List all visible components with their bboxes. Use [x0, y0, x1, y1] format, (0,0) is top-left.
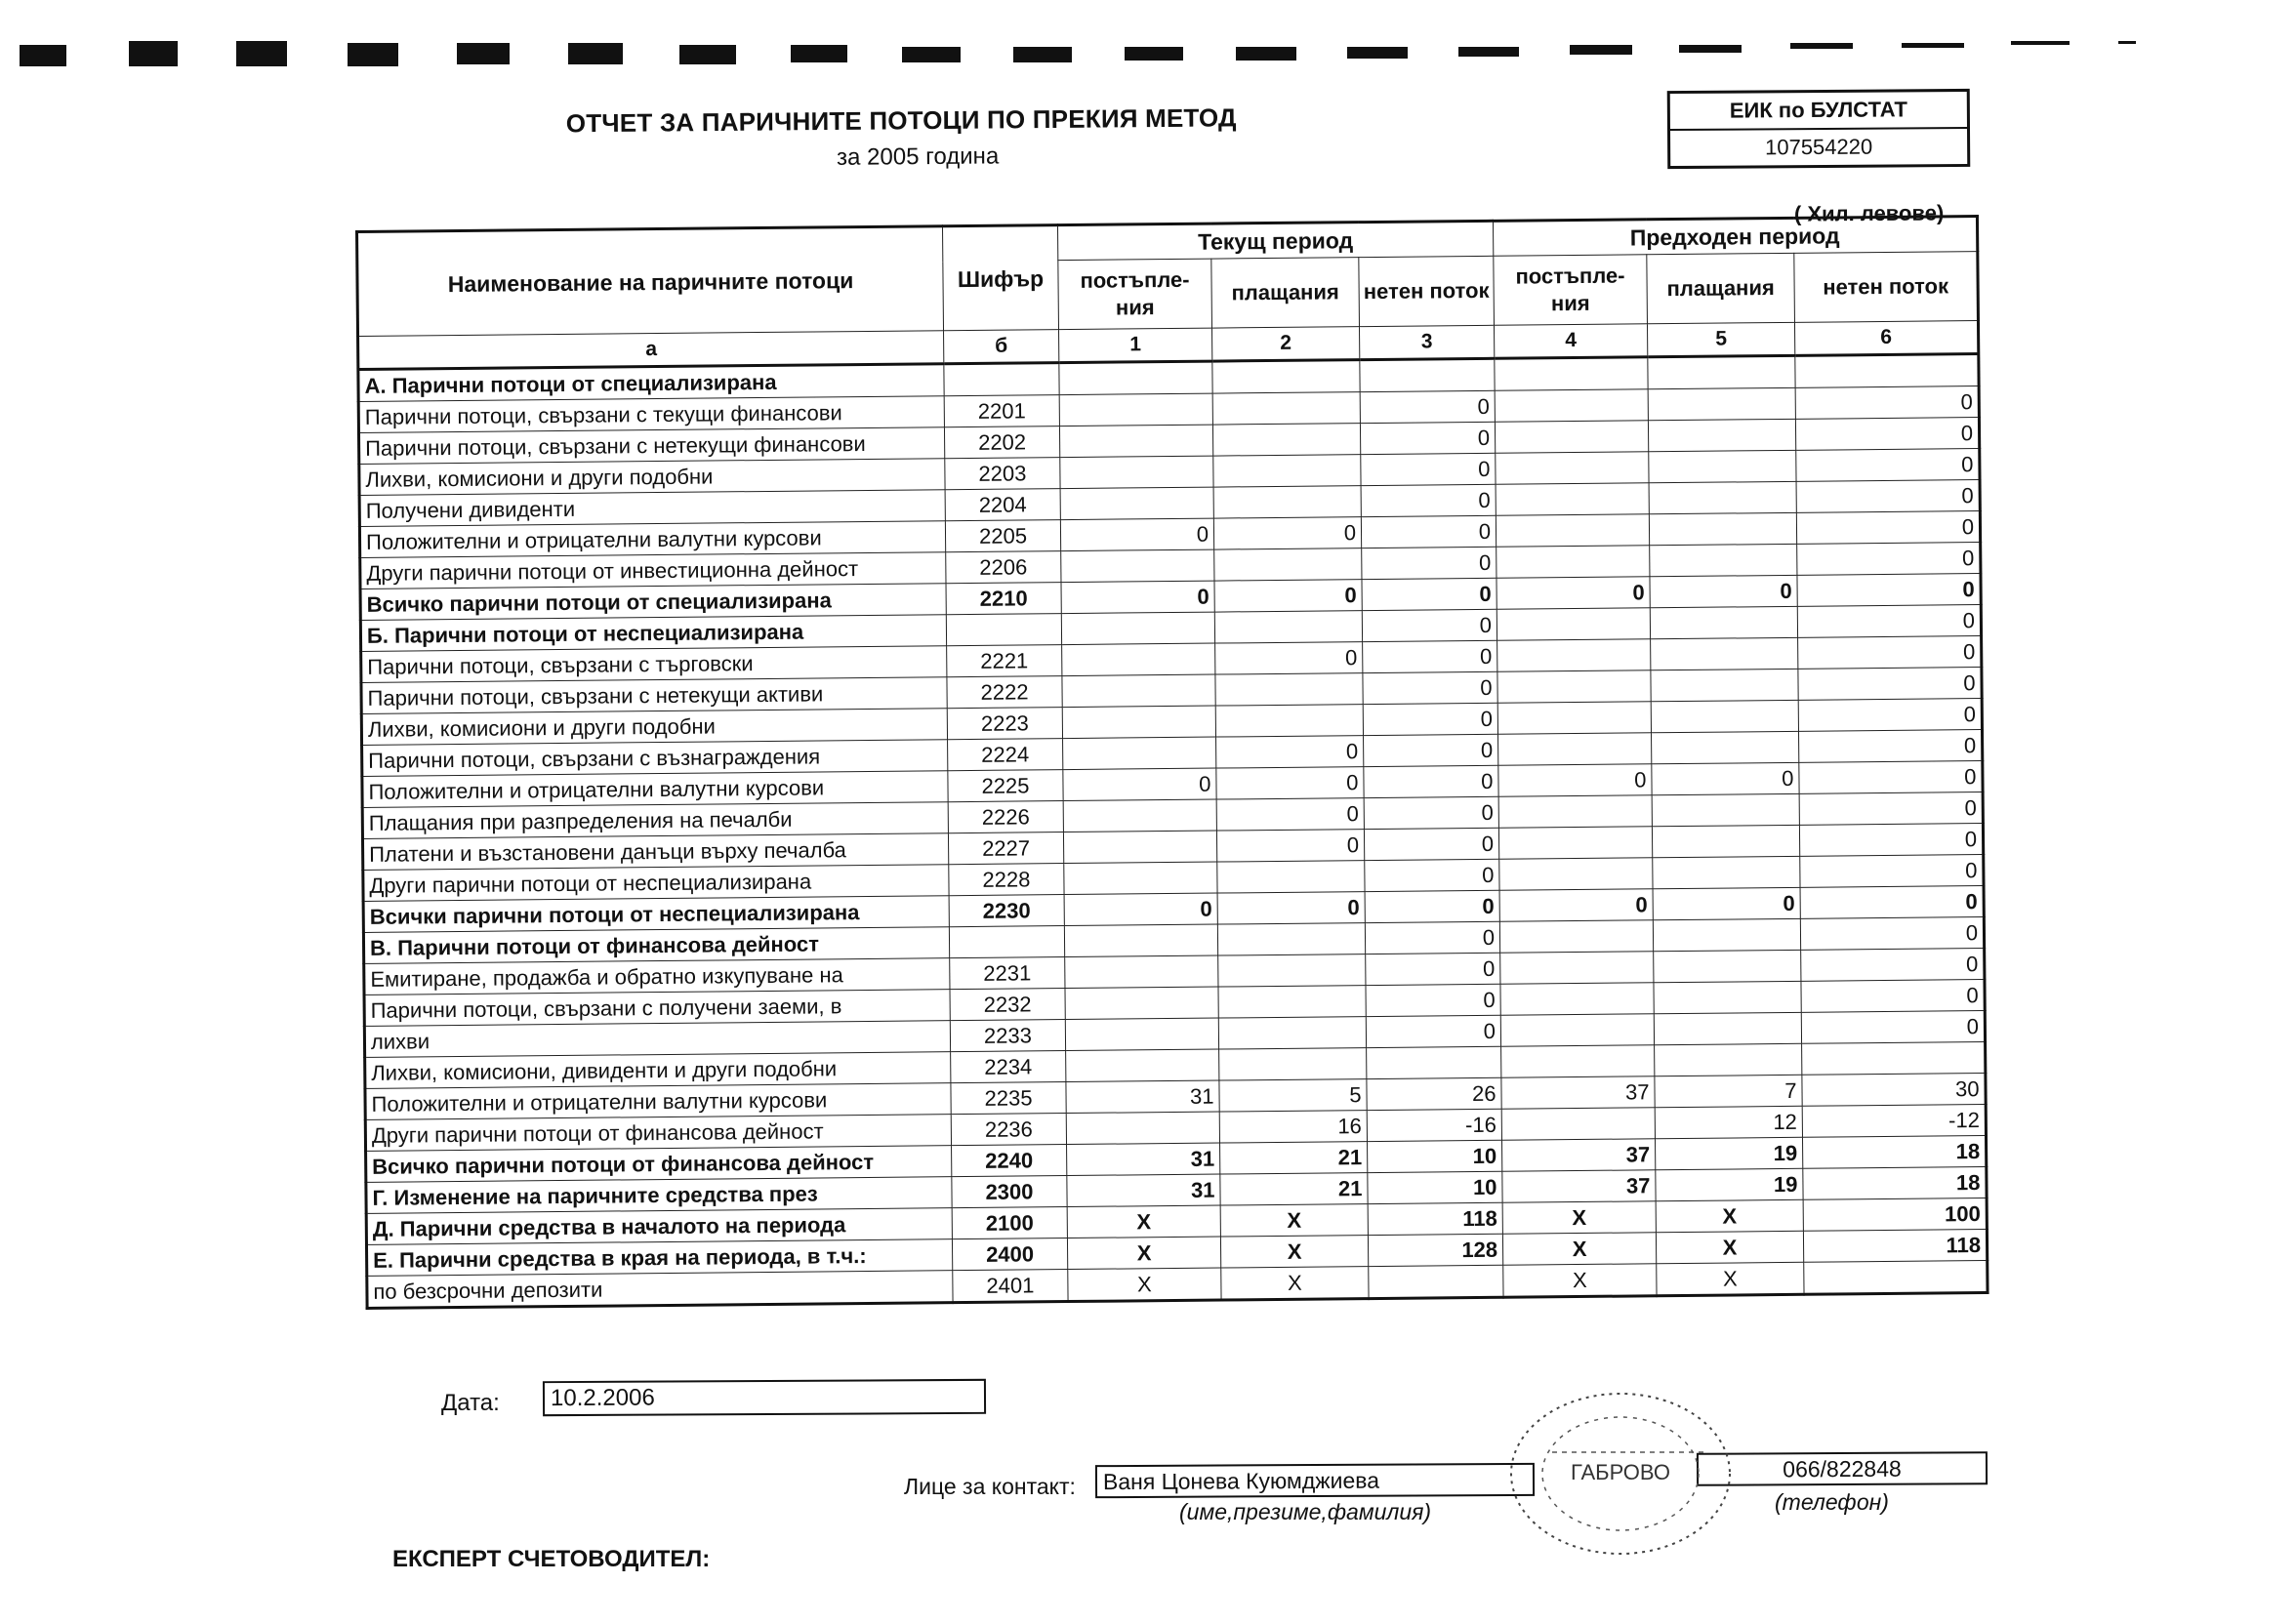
row-name: Всичко парични потоци от финансова дейност — [366, 1146, 952, 1183]
cell-previous-net: 0 — [1795, 386, 1979, 420]
cell-current-receipts — [1060, 456, 1213, 489]
expert-accountant-label: ЕКСПЕРТ СЧЕТОВОДИТЕЛ: — [392, 1546, 711, 1572]
row-name: Лихви, комисиони, дивиденти и други подобни — [365, 1052, 951, 1089]
cell-previous-receipts — [1496, 608, 1650, 641]
cell-previous-net: 0 — [1796, 480, 1980, 513]
row-name: А. Парични потоци от специализирана — [358, 364, 944, 402]
cell-previous-receipts: 37 — [1501, 1076, 1655, 1110]
cell-previous-net: 0 — [1800, 855, 1984, 888]
cell-current-payments — [1212, 392, 1360, 425]
cell-current-payments: 0 — [1216, 830, 1364, 862]
row-name: Всичко парични потоци от специализирана — [360, 584, 946, 621]
col-header-previous-receipts: постъпле-ния — [1494, 255, 1648, 326]
row-code: 2205 — [945, 520, 1060, 552]
cell-previous-payments: X — [1656, 1199, 1803, 1232]
col-index: 4 — [1495, 324, 1648, 359]
row-name: Положителни и отрицателни валутни курсови — [362, 771, 948, 808]
col-header-previous-payments: плащания — [1647, 253, 1795, 323]
cell-current-receipts — [1059, 361, 1212, 395]
row-name: Плащания при разпределения на печалби — [362, 802, 948, 839]
cell-current-payments — [1217, 923, 1365, 955]
cell-current-receipts — [1065, 1018, 1218, 1051]
cell-previous-receipts: 0 — [1496, 577, 1650, 610]
cell-current-receipts — [1059, 425, 1212, 458]
cell-current-receipts: 0 — [1064, 893, 1217, 926]
cell-previous-receipts — [1500, 1014, 1654, 1047]
cell-current-payments — [1218, 1017, 1366, 1049]
row-name: лихви — [364, 1021, 950, 1058]
col-header-current-net: нетен поток — [1359, 256, 1495, 326]
cell-current-net — [1360, 358, 1495, 391]
cell-current-payments — [1213, 455, 1361, 487]
cell-previous-net: 0 — [1800, 917, 1984, 951]
cell-current-net: 0 — [1361, 484, 1496, 516]
cell-previous-net: 0 — [1797, 543, 1981, 576]
cell-current-receipts: 0 — [1060, 518, 1213, 551]
cell-current-net: 0 — [1365, 921, 1499, 954]
cell-current-payments: 21 — [1220, 1142, 1368, 1174]
cell-previous-receipts — [1495, 421, 1648, 454]
cell-current-net: 0 — [1364, 796, 1498, 829]
cell-current-net: 0 — [1364, 765, 1498, 797]
cell-current-receipts — [1064, 924, 1217, 957]
cell-previous-net: 0 — [1799, 761, 1983, 794]
cell-previous-net: 0 — [1799, 730, 1983, 763]
row-name: по безсрочни депозити — [367, 1271, 953, 1309]
cell-current-payments: 16 — [1219, 1111, 1367, 1143]
row-code: 2222 — [947, 676, 1062, 709]
row-code: 2232 — [950, 989, 1065, 1021]
cell-previous-net — [1802, 1042, 1986, 1076]
cell-previous-payments: 19 — [1656, 1168, 1803, 1200]
row-code: 2401 — [953, 1270, 1068, 1303]
cell-current-net: 128 — [1368, 1234, 1502, 1266]
cell-previous-receipts — [1496, 483, 1649, 516]
row-code: 2300 — [952, 1176, 1067, 1208]
cell-previous-receipts: 0 — [1498, 764, 1652, 797]
cell-current-payments — [1213, 486, 1361, 518]
cell-previous-receipts — [1501, 1108, 1655, 1141]
cell-previous-net: 0 — [1798, 636, 1982, 670]
cell-current-payments: 0 — [1216, 767, 1364, 799]
row-name: Лихви, комисиони и други подобни — [359, 459, 945, 496]
report-header — [566, 102, 1309, 175]
phone-hint: (телефон) — [1775, 1489, 1889, 1515]
cell-current-net: 0 — [1364, 828, 1498, 860]
cell-previous-net: 0 — [1796, 511, 1980, 545]
unit-note: ( Хил. левове) — [1793, 200, 1945, 226]
cell-current-receipts — [1064, 862, 1217, 895]
row-code: 2225 — [948, 770, 1063, 802]
cell-previous-payments — [1648, 355, 1795, 388]
row-name: Г. Изменение на паричните средства през — [366, 1177, 952, 1214]
cell-previous-payments: 7 — [1655, 1075, 1802, 1107]
cell-previous-net: 18 — [1803, 1136, 1987, 1169]
cell-previous-receipts — [1498, 733, 1652, 766]
cell-current-payments — [1214, 611, 1362, 643]
eik-value: 107554220 — [1764, 134, 1873, 160]
cash-flow-table — [355, 215, 1989, 1310]
col-index: 2 — [1212, 327, 1360, 361]
row-code: 2202 — [944, 426, 1059, 459]
cell-current-net: 0 — [1363, 640, 1497, 672]
cell-current-receipts — [1063, 831, 1216, 864]
cell-current-receipts — [1066, 1049, 1219, 1082]
cell-previous-receipts — [1495, 389, 1648, 423]
row-code: 2203 — [945, 458, 1060, 490]
row-name: Парични потоци, свързани с нетекущи финансови — [358, 427, 944, 465]
phone-field: 066/822848 — [1697, 1451, 1988, 1486]
cell-previous-receipts: X — [1502, 1233, 1656, 1266]
row-name: Други парични потоци от неспециализирана — [363, 865, 949, 902]
cell-previous-net: 0 — [1799, 824, 1983, 857]
cell-previous-payments — [1654, 981, 1801, 1013]
cell-previous-net — [1795, 354, 1979, 388]
cell-previous-net: 0 — [1801, 949, 1985, 982]
cell-current-receipts — [1065, 987, 1218, 1020]
scan-edge-marks — [20, 39, 2148, 78]
cash-flow-table-wrap — [355, 215, 1996, 1310]
row-code: 2240 — [952, 1145, 1067, 1177]
col-header-current-receipts: постъпле-ния — [1058, 259, 1212, 330]
cell-previous-net: 0 — [1801, 1011, 1985, 1044]
cell-current-net: 0 — [1365, 890, 1499, 922]
cell-current-net: 0 — [1362, 547, 1496, 579]
eik-label: ЕИК по БУЛСТАТ — [1670, 92, 1967, 131]
cell-previous-payments — [1651, 700, 1798, 732]
cell-previous-payments — [1653, 918, 1800, 951]
cell-current-net: 0 — [1363, 703, 1497, 735]
row-code: 2227 — [948, 832, 1063, 865]
cell-previous-receipts — [1498, 827, 1652, 860]
cell-previous-receipts — [1500, 983, 1654, 1016]
cell-current-payments: X — [1221, 1267, 1369, 1300]
cell-previous-net: 118 — [1803, 1230, 1987, 1263]
row-code: 2204 — [945, 489, 1060, 521]
cell-previous-net: 0 — [1800, 886, 1984, 919]
cell-previous-payments: 12 — [1655, 1106, 1802, 1138]
cell-previous-payments — [1648, 419, 1795, 451]
cell-previous-net: 18 — [1803, 1167, 1987, 1200]
row-code: 2236 — [951, 1114, 1066, 1146]
cell-previous-payments: X — [1657, 1262, 1804, 1295]
row-name: Д. Парични средства в началото на периода — [366, 1208, 952, 1245]
cell-current-receipts: 31 — [1066, 1080, 1219, 1114]
cell-previous-payments — [1653, 856, 1800, 888]
cell-current-payments: 0 — [1214, 580, 1362, 612]
cell-current-receipts: X — [1067, 1237, 1220, 1270]
cell-current-receipts: 31 — [1067, 1143, 1220, 1176]
cell-previous-payments — [1649, 481, 1796, 513]
cell-current-receipts — [1062, 674, 1215, 708]
row-code: 2206 — [946, 551, 1061, 584]
row-code: 2210 — [946, 583, 1061, 615]
col-index: 1 — [1059, 328, 1212, 363]
cell-current-net: 0 — [1365, 859, 1499, 891]
row-code: 2226 — [948, 801, 1063, 833]
cell-current-receipts: 0 — [1063, 768, 1216, 801]
cell-previous-receipts — [1497, 702, 1651, 735]
row-code: 2228 — [949, 864, 1064, 896]
cell-current-payments — [1215, 705, 1363, 737]
eik-box — [1667, 89, 1971, 169]
row-code: 2233 — [950, 1020, 1065, 1052]
cell-previous-receipts: 0 — [1499, 889, 1653, 922]
cell-previous-receipts: 37 — [1502, 1139, 1656, 1172]
cell-previous-payments — [1650, 606, 1797, 638]
row-code: 2235 — [951, 1082, 1066, 1115]
row-code — [944, 363, 1059, 396]
cell-current-net: 26 — [1367, 1077, 1501, 1110]
cell-previous-payments — [1655, 1043, 1802, 1076]
cell-current-net: 0 — [1361, 515, 1496, 548]
row-code: 2223 — [947, 708, 1062, 740]
row-name: Парични потоци, свързани с получени заеми, в — [364, 990, 950, 1027]
cell-current-receipts — [1059, 393, 1212, 426]
cell-current-net: 10 — [1368, 1140, 1502, 1172]
row-code: 2231 — [950, 957, 1065, 990]
cell-current-payments — [1212, 360, 1360, 393]
cell-previous-receipts — [1501, 1045, 1655, 1078]
cell-current-net: 10 — [1368, 1171, 1502, 1203]
cell-current-receipts: 0 — [1061, 581, 1214, 614]
col-header-current-payments: плащания — [1211, 258, 1360, 328]
cell-current-payments — [1218, 954, 1366, 987]
contact-name-hint: (име,презиме,фамилия) — [1179, 1499, 1432, 1524]
cell-current-net: 0 — [1366, 953, 1500, 985]
cell-previous-net: -12 — [1802, 1105, 1986, 1138]
cell-previous-payments: 0 — [1652, 762, 1799, 794]
cell-current-receipts — [1061, 612, 1214, 645]
cell-previous-payments: 0 — [1650, 575, 1797, 607]
col-index: а — [358, 331, 944, 370]
cell-previous-net: 0 — [1798, 668, 1982, 701]
col-header-previous-net: нетен поток — [1794, 252, 1979, 323]
cell-previous-receipts — [1497, 670, 1651, 704]
row-code: 2201 — [944, 395, 1059, 427]
cell-previous-receipts — [1500, 952, 1654, 985]
contact-label: Лице за контакт: — [904, 1474, 1076, 1499]
cell-previous-payments — [1652, 793, 1799, 826]
cell-current-payments: 0 — [1215, 642, 1363, 674]
cell-current-net: 0 — [1363, 671, 1497, 704]
cell-current-payments: 21 — [1220, 1173, 1368, 1205]
row-code: 2230 — [949, 895, 1064, 927]
row-code — [949, 926, 1064, 958]
cell-current-net: 0 — [1362, 609, 1496, 641]
cell-current-net: 118 — [1368, 1202, 1502, 1235]
cell-previous-receipts — [1496, 514, 1649, 548]
cell-previous-receipts — [1496, 546, 1650, 579]
cell-previous-net — [1804, 1261, 1988, 1295]
row-name: В. Парични потоци от финансова дейност — [363, 927, 949, 964]
cell-previous-receipts — [1495, 357, 1648, 391]
cell-previous-payments: X — [1656, 1231, 1803, 1263]
row-code: 2224 — [948, 739, 1063, 771]
cell-previous-net: 30 — [1802, 1074, 1986, 1107]
cell-current-net: -16 — [1367, 1109, 1501, 1141]
report-period: за 2005 година — [836, 142, 1000, 171]
cell-current-receipts — [1063, 737, 1216, 770]
cell-previous-payments — [1652, 731, 1799, 763]
col-header-code: Шифър — [942, 225, 1058, 331]
row-name: Парични потоци, свързани с възнаграждения — [362, 740, 948, 777]
cell-current-receipts — [1065, 955, 1218, 989]
row-name: Положителни и отрицателни валутни курсови — [365, 1083, 951, 1120]
cell-current-net: 0 — [1364, 734, 1498, 766]
row-code: 2234 — [951, 1051, 1066, 1083]
round-stamp-image — [1484, 1384, 1738, 1560]
cell-previous-payments — [1649, 512, 1796, 545]
row-name: Парични потоци, свързани с текущи финансови — [358, 396, 944, 433]
row-code: 2400 — [952, 1238, 1067, 1271]
cell-previous-net: 0 — [1795, 418, 1979, 451]
cell-current-net: 0 — [1361, 453, 1496, 485]
cell-current-net: 0 — [1360, 422, 1495, 454]
row-code: 2100 — [952, 1207, 1067, 1239]
cell-current-receipts — [1062, 643, 1215, 676]
cell-current-payments — [1215, 673, 1363, 706]
row-name: Б. Парични потоци от неспециализирана — [360, 615, 946, 652]
row-name: Емитиране, продажба и обратно изкупуване на — [364, 958, 950, 995]
cell-previous-payments: 19 — [1656, 1137, 1803, 1169]
cell-current-payments — [1218, 986, 1366, 1018]
cell-previous-net: 0 — [1799, 792, 1983, 826]
cell-previous-net: 0 — [1801, 980, 1985, 1013]
cell-current-net: 0 — [1366, 1015, 1500, 1047]
cell-previous-net: 0 — [1797, 605, 1981, 638]
cell-previous-receipts — [1499, 920, 1653, 954]
cell-current-payments: 0 — [1216, 736, 1364, 768]
cell-current-payments: 0 — [1216, 798, 1364, 831]
row-name: Парични потоци, свързани с търговски — [361, 646, 947, 683]
cell-previous-payments — [1649, 450, 1796, 482]
cell-current-payments — [1212, 424, 1360, 456]
date-label: Дата: — [441, 1390, 500, 1416]
col-index: 3 — [1359, 325, 1494, 359]
row-name: Лихви, комисиони и други подобни — [361, 709, 947, 746]
row-name: Всички парични потоци от неспециализирана — [363, 896, 949, 933]
cell-current-payments — [1217, 861, 1365, 893]
stamp-text: ГАБРОВО — [1571, 1460, 1670, 1484]
cell-current-net: 0 — [1362, 578, 1496, 610]
cell-previous-receipts — [1496, 452, 1649, 485]
cell-current-receipts — [1066, 1112, 1219, 1145]
cell-current-receipts: X — [1067, 1205, 1220, 1238]
row-name: Положителни и отрицателни валутни курсови — [359, 521, 945, 558]
cell-previous-net: 0 — [1796, 449, 1980, 482]
cash-flow-table-body — [358, 354, 1988, 1309]
col-index: б — [944, 330, 1059, 364]
cell-current-payments: 5 — [1219, 1079, 1367, 1112]
cell-current-net: 0 — [1360, 390, 1495, 423]
cell-previous-payments — [1651, 669, 1798, 701]
cell-previous-payments — [1652, 825, 1799, 857]
date-field: 10.2.2006 — [543, 1379, 986, 1416]
cell-current-net: 0 — [1366, 984, 1500, 1016]
report-title: ОТЧЕТ ЗА ПАРИЧНИТЕ ПОТОЦИ ПО ПРЕКИЯ МЕТОД — [565, 102, 1237, 139]
group-header-current: Текущ период — [1057, 221, 1493, 260]
cell-current-net — [1369, 1265, 1503, 1298]
cell-previous-payments — [1650, 544, 1797, 576]
cell-current-payments — [1219, 1048, 1367, 1080]
cell-previous-net: 0 — [1797, 574, 1981, 607]
cell-previous-net: 0 — [1798, 699, 1982, 732]
cell-previous-receipts: X — [1503, 1264, 1657, 1298]
cell-current-payments: 0 — [1213, 517, 1361, 549]
cell-previous-receipts: X — [1502, 1201, 1656, 1235]
cell-previous-payments: 0 — [1653, 887, 1800, 919]
row-name: Други парични потоци от финансова дейност — [365, 1115, 951, 1152]
cell-previous-payments — [1651, 637, 1798, 670]
row-code — [946, 614, 1061, 646]
cell-previous-net: 100 — [1803, 1198, 1987, 1232]
contact-name-field: Ваня Цонева Куюмджиева — [1095, 1463, 1535, 1498]
col-header-name: Наименование на паричните потоци — [357, 226, 944, 337]
cell-previous-payments — [1648, 387, 1795, 420]
cell-current-payments — [1214, 548, 1362, 581]
row-name: Получени дивиденти — [359, 490, 945, 527]
cell-current-payments: 0 — [1217, 892, 1365, 924]
cell-current-receipts — [1062, 706, 1215, 739]
cell-current-receipts — [1060, 487, 1213, 520]
cell-previous-receipts — [1499, 858, 1653, 891]
cell-current-receipts — [1061, 549, 1214, 583]
row-name: Е. Парични средства в края на периода, в т.ч.: — [366, 1239, 952, 1277]
group-header-previous: Предходен период — [1493, 217, 1977, 257]
cell-current-payments: X — [1220, 1236, 1368, 1268]
row-name: Други парични потоци от инвестиционна дейност — [360, 552, 946, 589]
cell-current-payments: X — [1220, 1204, 1368, 1237]
cell-current-receipts — [1063, 799, 1216, 832]
cell-previous-payments — [1654, 1012, 1801, 1044]
cell-current-net — [1367, 1046, 1501, 1078]
row-name: Парични потоци, свързани с нетекущи активи — [361, 677, 947, 714]
cell-previous-receipts — [1498, 795, 1652, 829]
cell-previous-receipts — [1497, 639, 1651, 672]
row-code: 2221 — [947, 645, 1062, 677]
row-name: Платени и възстановени данъци върху печалба — [362, 833, 948, 871]
col-index: 5 — [1647, 322, 1794, 356]
cell-current-receipts: 31 — [1067, 1174, 1220, 1207]
cell-previous-receipts: 37 — [1502, 1170, 1656, 1203]
cell-current-receipts: X — [1068, 1268, 1221, 1302]
col-index: 6 — [1794, 321, 1978, 356]
cell-previous-payments — [1654, 950, 1801, 982]
